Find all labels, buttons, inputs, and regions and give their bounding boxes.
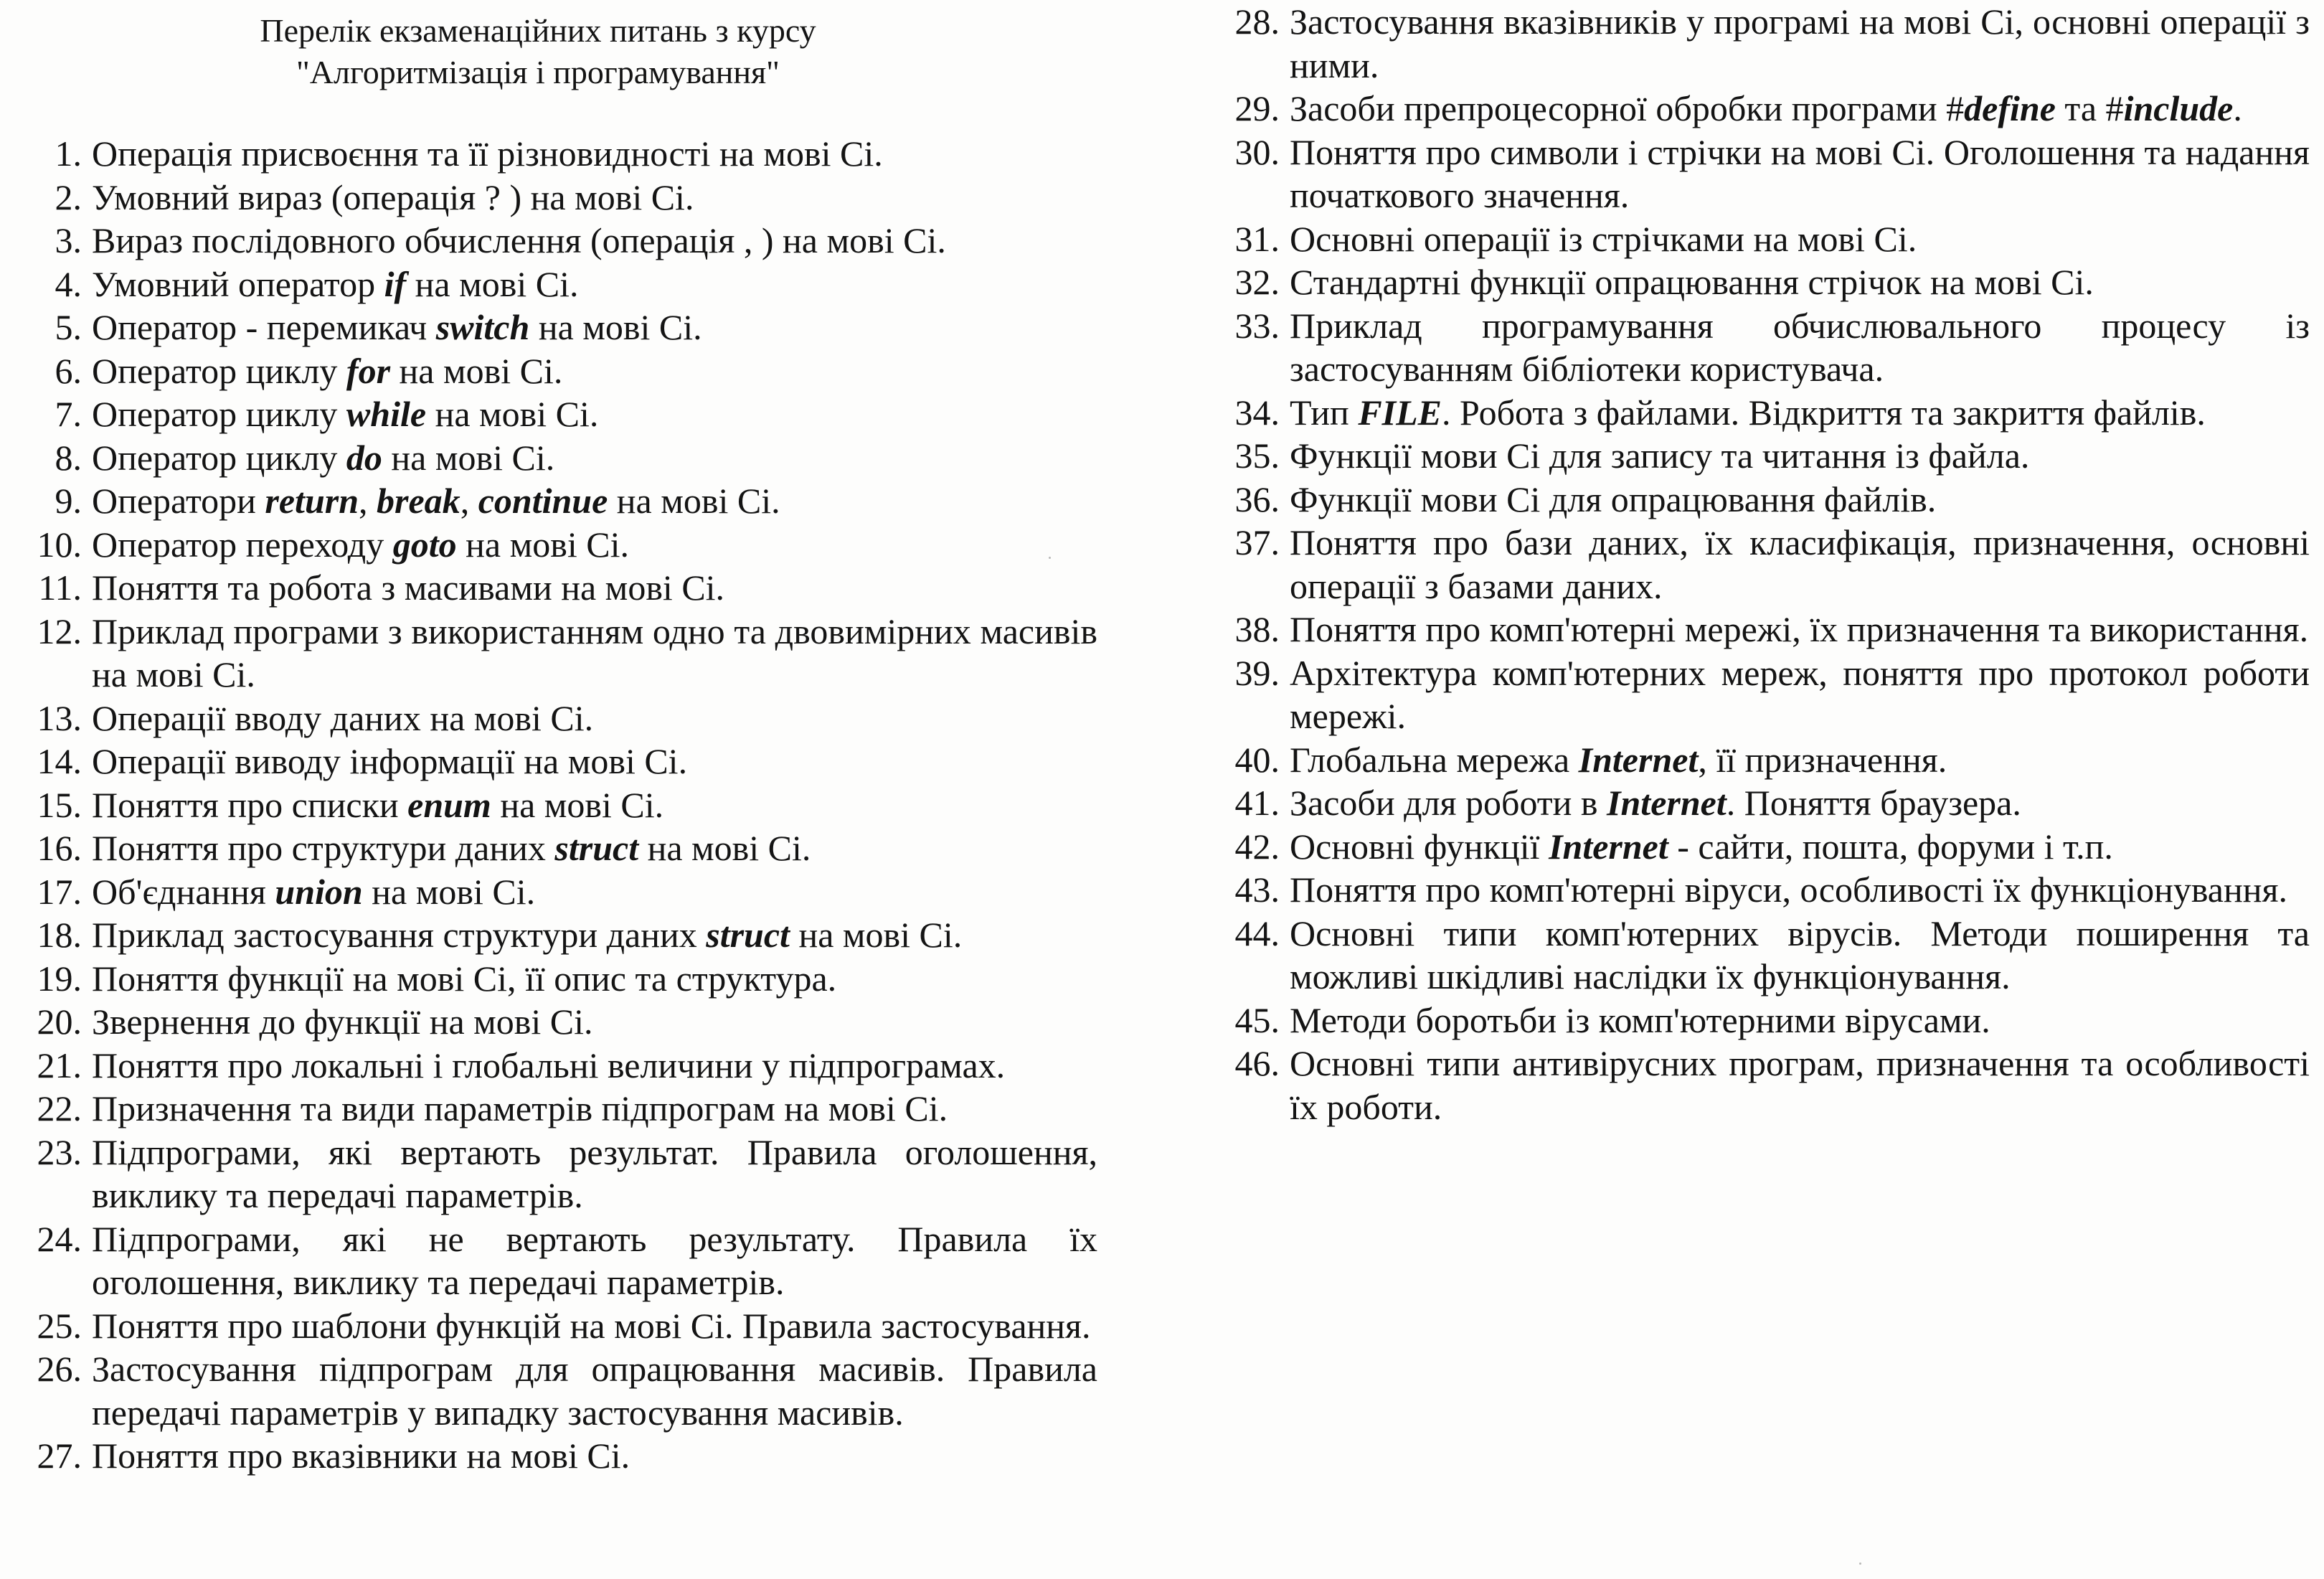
text-segment: та # <box>2055 88 2124 128</box>
question-item <box>22 392 1097 436</box>
text-segment: на мові Сі. <box>608 481 780 521</box>
question-text <box>92 1131 1097 1217</box>
question-number: 13. <box>37 697 82 738</box>
text-segment: Поняття про вказівники на мові Сі. <box>92 1436 630 1476</box>
question-text <box>1290 999 2310 1042</box>
right-column <box>1234 0 2310 1128</box>
question-text <box>92 436 1097 480</box>
text-segment: Оператор - перемикач <box>92 307 436 347</box>
left-column <box>22 0 1097 1478</box>
text-segment: . Робота з файлами. Відкриття та закриття файлів. <box>1442 392 2206 433</box>
question-number: 26. <box>37 1349 82 1389</box>
question-number: 2. <box>55 176 82 217</box>
question-text <box>92 610 1097 697</box>
text-segment: Поняття про шаблони функцій на мові Сі. Правила застосування. <box>92 1305 1091 1346</box>
question-number: 17. <box>37 871 82 912</box>
question-number: 21. <box>37 1045 82 1085</box>
question-number: 27. <box>37 1436 82 1476</box>
question-item <box>1234 738 2310 782</box>
question-text <box>92 1434 1097 1478</box>
question-number: 38. <box>1234 609 1280 649</box>
text-segment: , <box>460 481 478 521</box>
scan-speck <box>1049 557 1051 559</box>
text-segment: на мові Сі. <box>529 307 702 347</box>
question-text <box>92 479 1097 523</box>
text-segment: Операції вводу даних на мові Сі. <box>92 697 594 738</box>
text-segment: Поняття про бази даних, їх класифікація, призначення, основні операції з базами даних. <box>1290 522 2310 606</box>
question-text <box>92 306 1097 349</box>
question-number: 31. <box>1234 218 1280 259</box>
question-number: 32. <box>1234 262 1280 302</box>
question-text <box>1290 434 2310 478</box>
text-segment: Архітектура комп'ютерних мереж, поняття про протокол роботи мережі. <box>1290 652 2310 736</box>
question-item <box>1234 999 2310 1042</box>
question-text <box>1290 738 2310 782</box>
question-item <box>22 957 1097 1001</box>
question-text <box>92 783 1097 827</box>
keyword: struct <box>554 828 639 868</box>
text-segment: на мові Сі. <box>789 915 963 955</box>
text-segment: Поняття про локальні і глобальні величини у підпрограмах. <box>92 1045 1006 1085</box>
question-item <box>1234 651 2310 738</box>
question-item <box>1234 304 2310 391</box>
question-text <box>92 263 1097 306</box>
question-number: 40. <box>1234 739 1280 780</box>
question-item <box>1234 260 2310 304</box>
question-text <box>1290 608 2310 651</box>
question-number: 5. <box>55 307 82 347</box>
text-segment: Поняття функції на мові Сі, її опис та структура. <box>92 958 837 999</box>
question-text <box>1290 217 2310 261</box>
text-segment: Оператор циклу <box>92 350 346 391</box>
question-text <box>1290 478 2310 522</box>
question-text <box>92 826 1097 870</box>
text-segment: - сайти, пошта, форуми і т.п. <box>1668 826 2113 867</box>
text-segment: Оператор переходу <box>92 524 393 565</box>
question-text <box>92 913 1097 957</box>
question-text <box>92 1304 1097 1348</box>
question-number: 7. <box>55 394 82 434</box>
question-item <box>1234 87 2310 131</box>
question-item <box>22 436 1097 480</box>
question-text <box>1290 0 2310 87</box>
text-segment: Звернення до функції на мові Сі. <box>92 1001 593 1042</box>
keyword: continue <box>478 481 608 521</box>
question-item <box>22 263 1097 306</box>
question-item <box>22 740 1097 783</box>
text-segment: на мові Сі. <box>426 394 599 434</box>
question-text <box>1290 1042 2310 1128</box>
text-segment: Поняття про комп'ютерні віруси, особливості їх функціонування. <box>1290 869 2287 910</box>
text-segment: Основні типи комп'ютерних вірусів. Методи поширення та можливі шкідливі наслідки їх функціонування. <box>1290 913 2310 996</box>
scan-speck <box>1859 1562 1861 1565</box>
keyword: switch <box>435 307 530 347</box>
text-segment: на мові Сі. <box>406 263 579 304</box>
question-item <box>22 1131 1097 1217</box>
text-segment: Поняття про комп'ютерні мережі, їх призначення та використання. <box>1290 609 2309 649</box>
question-item <box>1234 434 2310 478</box>
keyword: enum <box>407 784 491 825</box>
question-number: 46. <box>1234 1043 1280 1083</box>
question-number: 34. <box>1234 392 1280 433</box>
question-text <box>92 1087 1097 1131</box>
text-segment: Засоби препроцесорної обробки програми # <box>1290 88 1965 128</box>
text-segment: Застосування підпрограм для опрацювання масивів. Правила передачі параметрів у випадку застосування масивів. <box>92 1349 1097 1433</box>
text-segment: Оператор циклу <box>92 394 346 434</box>
question-text <box>92 349 1097 393</box>
question-number: 23. <box>37 1131 82 1172</box>
question-item <box>22 1347 1097 1434</box>
text-segment: Операція присвоєння та її різновидності на мові Сі. <box>92 133 883 174</box>
question-item <box>22 826 1097 870</box>
question-text <box>92 740 1097 783</box>
text-segment: Застосування вказівників у програмі на мові Сі, основні операції з ними. <box>1290 1 2310 85</box>
question-text <box>92 132 1097 176</box>
text-segment: на мові Сі. <box>638 828 811 868</box>
question-item <box>1234 1042 2310 1128</box>
question-item <box>22 176 1097 220</box>
keyword: for <box>346 350 391 391</box>
question-number: 3. <box>55 220 82 260</box>
text-segment: , її призначення. <box>1698 739 1947 780</box>
question-text <box>92 1044 1097 1088</box>
question-item <box>22 523 1097 567</box>
question-number: 24. <box>37 1218 82 1259</box>
question-item <box>22 1434 1097 1478</box>
question-number: 35. <box>1234 435 1280 476</box>
question-number: 9. <box>55 481 82 521</box>
question-text <box>92 1217 1097 1304</box>
keyword: break <box>377 481 460 521</box>
question-item <box>22 219 1097 263</box>
question-number: 28. <box>1234 1 1280 42</box>
keyword: struct <box>706 915 790 955</box>
question-number: 8. <box>55 437 82 478</box>
keyword: while <box>346 394 427 434</box>
question-number: 25. <box>37 1305 82 1346</box>
question-number: 4. <box>55 263 82 304</box>
question-number: 37. <box>1234 522 1280 562</box>
question-text <box>1290 651 2310 738</box>
question-number: 1. <box>55 133 82 174</box>
question-number: 29. <box>1234 88 1280 128</box>
text-segment: Поняття про структури даних <box>92 828 555 868</box>
question-item <box>22 913 1097 957</box>
keyword: include <box>2123 88 2234 128</box>
text-segment: , <box>359 481 377 521</box>
question-text <box>92 219 1097 263</box>
question-number: 36. <box>1234 479 1280 519</box>
question-text <box>1290 87 2310 131</box>
text-segment: Підпрограми, які вертають результат. Правила оголошення, виклику та передачі параметрів. <box>92 1131 1097 1215</box>
question-item <box>1234 478 2310 522</box>
question-item <box>1234 781 2310 825</box>
question-text <box>1290 391 2310 435</box>
text-segment: Методи боротьби із комп'ютерними вірусами. <box>1290 999 1990 1040</box>
text-segment: Умовний оператор <box>92 263 384 304</box>
question-item <box>22 1217 1097 1304</box>
keyword: return <box>265 481 359 521</box>
text-segment: Засоби для роботи в <box>1290 783 1607 823</box>
text-segment: Стандартні функції опрацювання стрічок на мові Сі. <box>1290 262 2094 302</box>
question-text <box>92 697 1097 740</box>
keyword: Internet <box>1578 739 1699 780</box>
text-segment: Приклад застосування структури даних <box>92 915 707 955</box>
title-line-2: "Алгоритмізація і програмування" <box>296 54 780 90</box>
question-text <box>1290 781 2310 825</box>
keyword: goto <box>392 524 457 565</box>
text-segment: . Поняття браузера. <box>1726 783 2021 823</box>
question-item <box>1234 608 2310 651</box>
text-segment: Призначення та види параметрів підпрограм на мові Сі. <box>92 1088 948 1128</box>
question-item <box>1234 217 2310 261</box>
question-item <box>1234 868 2310 912</box>
keyword: union <box>275 871 363 912</box>
question-item <box>22 1304 1097 1348</box>
question-number: 11. <box>38 567 82 608</box>
text-segment: на мові Сі. <box>362 871 536 912</box>
question-item <box>22 306 1097 349</box>
question-item <box>1234 912 2310 999</box>
question-text <box>92 957 1097 1001</box>
question-number: 19. <box>37 958 82 999</box>
keyword: do <box>346 437 382 478</box>
question-number: 41. <box>1234 783 1280 823</box>
text-segment: Основні операції із стрічками на мові Сі. <box>1290 218 1917 259</box>
question-item <box>22 479 1097 523</box>
question-number: 12. <box>37 611 82 651</box>
text-segment: . <box>2233 88 2242 128</box>
question-item <box>22 697 1097 740</box>
question-number: 10. <box>37 524 82 565</box>
text-segment: Основні функції <box>1290 826 1549 867</box>
question-text <box>1290 131 2310 217</box>
question-number: 33. <box>1234 305 1280 346</box>
question-number: 14. <box>37 741 82 781</box>
question-text <box>92 870 1097 914</box>
question-item <box>22 1087 1097 1131</box>
text-segment: Приклад програмування обчислювального процесу із застосуванням бібліотеки користувача. <box>1290 305 2310 389</box>
keyword: FILE <box>1358 392 1442 433</box>
question-number: 30. <box>1234 131 1280 172</box>
keyword: Internet <box>1607 783 1727 823</box>
question-number: 18. <box>37 915 82 955</box>
text-segment: Функції мови Сі для запису та читання із файла. <box>1290 435 2030 476</box>
question-text <box>92 1000 1097 1044</box>
text-segment: Поняття про символи і стрічки на мові Сі. Оголошення та надання початкового значення. <box>1290 131 2310 215</box>
question-number: 43. <box>1234 869 1280 910</box>
text-segment: Об'єднання <box>92 871 275 912</box>
text-segment: на мові Сі. <box>491 784 664 825</box>
text-segment: Оператор циклу <box>92 437 346 478</box>
keyword: Internet <box>1549 826 1668 867</box>
question-text <box>92 523 1097 567</box>
question-text <box>1290 260 2310 304</box>
question-item <box>22 783 1097 827</box>
text-segment: Вираз послідовного обчислення (операція , ) на мові Сі. <box>92 220 946 260</box>
page-title <box>22 10 1054 93</box>
text-segment: Приклад програми з використанням одно та двовимірних масивів на мові Сі. <box>92 611 1097 694</box>
question-text <box>92 176 1097 220</box>
question-item <box>1234 825 2310 869</box>
question-item <box>22 610 1097 697</box>
question-item <box>1234 521 2310 608</box>
question-number: 20. <box>37 1001 82 1042</box>
question-item <box>22 132 1097 176</box>
question-number: 44. <box>1234 913 1280 953</box>
question-item <box>22 870 1097 914</box>
question-item <box>22 566 1097 610</box>
text-segment: Функції мови Сі для опрацювання файлів. <box>1290 479 1937 519</box>
question-item <box>22 1044 1097 1088</box>
text-segment: на мові Сі. <box>390 350 563 391</box>
question-text <box>92 1347 1097 1434</box>
keyword: define <box>1964 88 2056 128</box>
question-list-right <box>1234 0 2310 1128</box>
question-item <box>1234 131 2310 217</box>
text-segment: Операції виводу інформації на мові Сі. <box>92 741 688 781</box>
text-segment: Основні типи антивірусних програм, призначення та особливості їх роботи. <box>1290 1043 2310 1127</box>
text-segment: Умовний вираз (операція ? ) на мові Сі. <box>92 176 694 217</box>
question-number: 39. <box>1234 652 1280 693</box>
question-item <box>1234 391 2310 435</box>
question-number: 16. <box>37 828 82 868</box>
question-text <box>1290 868 2310 912</box>
question-number: 15. <box>37 784 82 825</box>
question-text <box>92 392 1097 436</box>
text-segment: Глобальна мережа <box>1290 739 1579 780</box>
text-segment: Підпрограми, які не вертають результату. Правила їх оголошення, виклику та передачі параметрів. <box>92 1218 1097 1302</box>
text-segment: на мові Сі. <box>382 437 555 478</box>
question-text <box>1290 912 2310 999</box>
text-segment: Поняття про списки <box>92 784 408 825</box>
question-number: 42. <box>1234 826 1280 867</box>
question-text <box>1290 521 2310 608</box>
question-item <box>22 1000 1097 1044</box>
text-segment: Поняття та робота з масивами на мові Сі. <box>92 567 725 608</box>
text-segment: на мові Сі. <box>456 524 629 565</box>
text-segment: Тип <box>1290 392 1359 433</box>
question-item <box>1234 0 2310 87</box>
question-number: 45. <box>1234 999 1280 1040</box>
title-line-1: Перелік екзаменаційних питань з курсу <box>260 12 816 49</box>
question-number: 6. <box>55 350 82 391</box>
question-item <box>22 349 1097 393</box>
question-text <box>1290 825 2310 869</box>
question-text <box>1290 304 2310 391</box>
question-number: 22. <box>37 1088 82 1128</box>
question-text <box>92 566 1097 610</box>
question-list-left <box>22 132 1097 1478</box>
keyword: if <box>384 263 407 304</box>
text-segment: Оператори <box>92 481 265 521</box>
